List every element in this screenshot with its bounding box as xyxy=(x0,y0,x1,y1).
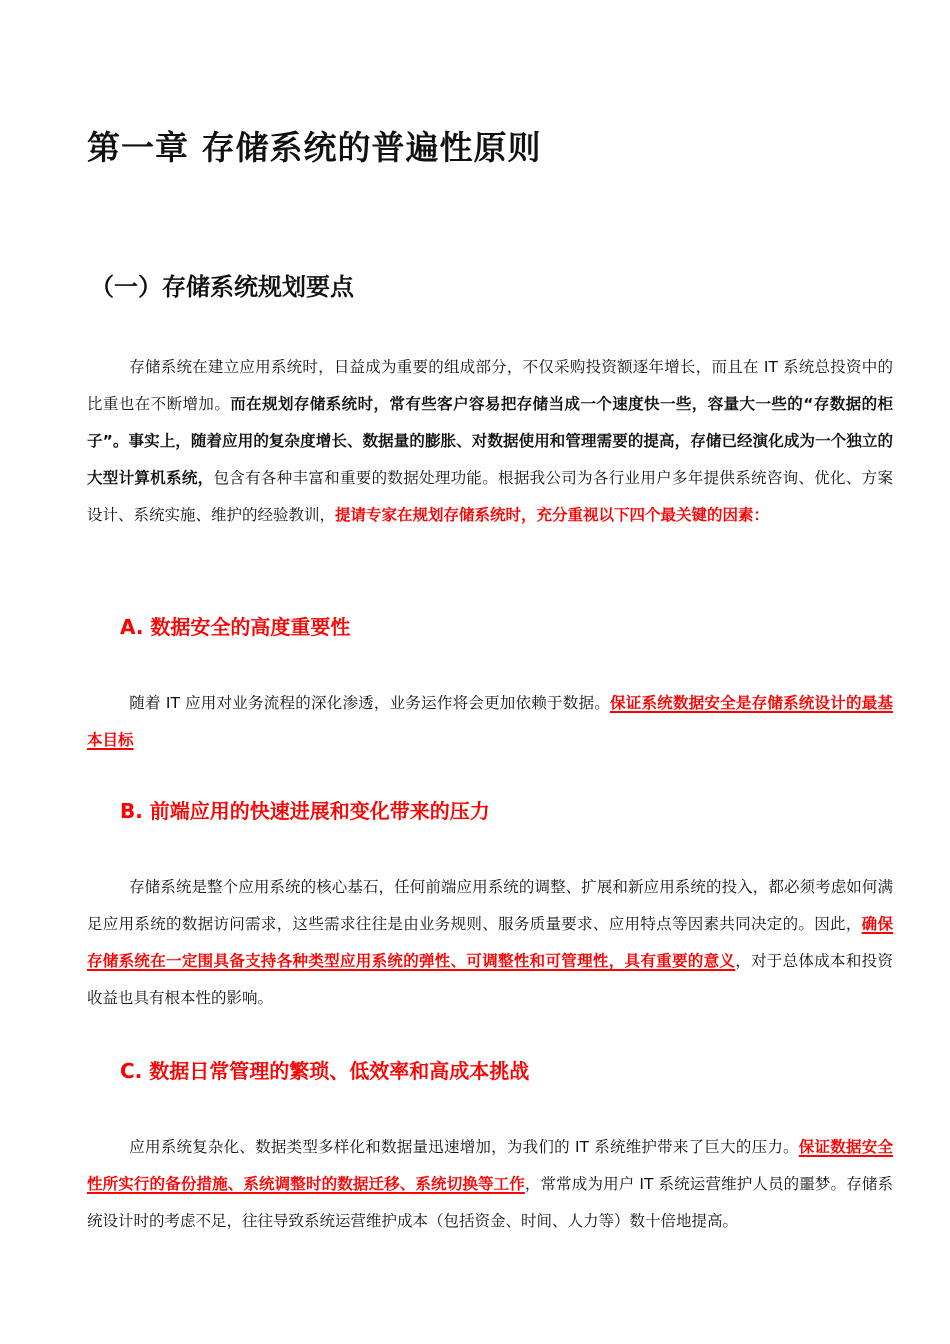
factor-a-text: 随着 IT 应用对业务流程的深化渗透，业务运作将会更加依赖于数据。 xyxy=(129,694,610,712)
factor-a-heading: A. 数据安全的高度重要性 xyxy=(120,615,351,639)
factor-c-highlight: 保证数据安全性所实行的备份措施、系统调整时的数据迁移、系统切换等工作 xyxy=(87,1138,893,1193)
intro-bold-text: 而在规划存储系统时，常有些客户容易把存储当成一个速度快一些，容量大一些的“存数据的柜子”。事实上，随着应用的复杂度增长、数据量的膨胀、对数据使用和管理需要的提高，存储已经演化成为一个独立的大型计算机系统， xyxy=(87,395,893,487)
factor-b-text-1: 存储系统是整个应用系统的核心基石，任何前端应用系统的调整、扩展和新应用系统的投入，都必须考虑如何满足应用系统的数据访问需求，这些需求往往是由业务规则、服务质量要求、应用特点等因素共同决定的。因此， xyxy=(87,878,893,933)
intro-paragraph xyxy=(87,349,893,534)
factor-a-paragraph xyxy=(87,685,893,759)
factor-b-heading: B. 前端应用的快速进展和变化带来的压力 xyxy=(120,799,490,823)
chapter-title: 第一章 存储系统的普遍性原则 xyxy=(87,128,542,167)
factor-b-paragraph xyxy=(87,869,893,1017)
factor-c-text-1: 应用系统复杂化、数据类型多样化和数据量迅速增加，为我们的 IT 系统维护带来了巨大的压力。 xyxy=(129,1138,799,1156)
factor-c-heading: C. 数据日常管理的繁琐、低效率和高成本挑战 xyxy=(120,1059,530,1083)
intro-text-1: 存储系统在建立应用系统时，日益成为重要的组成部分，不仅采购投资额逐年增长，而且在 IT 系统总投资中的比重也在不断增加。 xyxy=(87,358,893,413)
factor-b-highlight: 确保存储系统在一定围具备支持各种类型应用系统的弹性、可调整性和可管理性，具有重要的意义 xyxy=(87,915,893,970)
intro-text-2: 包含有各种丰富和重要的数据处理功能。根据我公司为各行业用户多年提供系统咨询、优化、方案设计、系统实施、维护的经验教训， xyxy=(87,469,893,524)
intro-red-text: 提请专家在规划存储系统时，充分重视以下四个最关键的因素： xyxy=(335,506,770,524)
factor-c-text-2: ，常常成为用户 IT 系统运营维护人员的噩梦。存储系统设计时的考虑不足，往往导致系统运营维护成本（包括资金、时间、人力等）数十倍地提高。 xyxy=(87,1175,893,1230)
factor-b-text-2: ，对于总体成本和投资收益也具有根本性的影响。 xyxy=(87,952,893,1007)
section-title: （一）存储系统规划要点 xyxy=(90,273,354,301)
factor-c-paragraph xyxy=(87,1129,893,1240)
factor-a-highlight: 保证系统数据安全是存储系统设计的最基本目标 xyxy=(87,694,893,749)
